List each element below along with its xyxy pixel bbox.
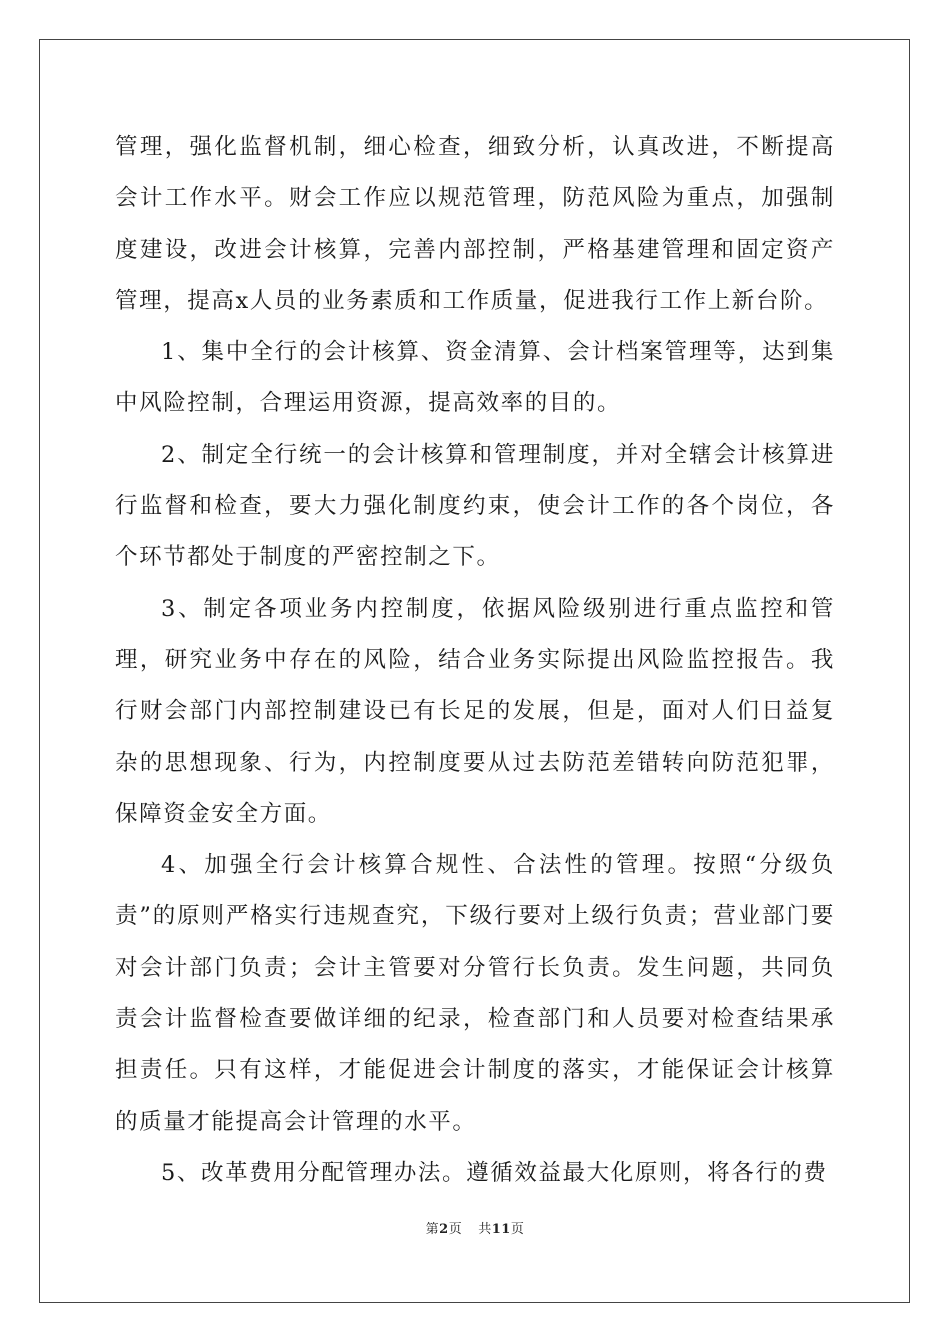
paragraph-item-2: 2、制定全行统一的会计核算和管理制度，并对全辖会计核算进行监督和检查，要大力强化制度约束，使会计工作的各个岗位，各个环节都处于制度的严密控制之下。 [115, 441, 835, 571]
paragraph-item-3: 3、制定各项业务内控制度，依据风险级别进行重点监控和管理，研究业务中存在的风险，结合业务实际提出风险监控报告。我行财会部门内部控制建设已有长足的发展，但是，面对人们日益复杂的思想现象、行为，内控制度要从过去防范差错转向防范犯罪，保障资金安全方面。 [115, 595, 835, 827]
document-body [115, 122, 835, 1199]
paragraph-item-5: 5、改革费用分配管理办法。遵循效益最大化原则，将各行的费 [161, 1159, 828, 1186]
paragraph-item-1: 1、集中全行的会计核算、资金清算、会计档案管理等，达到集中风险控制，合理运用资源，提高效率的目的。 [115, 339, 835, 417]
total-pages: 11 [491, 1222, 511, 1237]
page-number: 2 [439, 1222, 449, 1237]
paragraph-item-4: 4、加强全行会计核算合规性、合法性的管理。按照“分级负责”的原则严格实行违规查究，下级行要对上级行负责；营业部门要对会计部门负责；会计主管要对分管行长负责。发生问题，共同负责会计监督检查要做详细的纪录，检查部门和人员要对检查结果承担责任。只有这样，才能促进会计制度的落实，才能保证会计核算的质量才能提高会计管理的水平。 [115, 852, 835, 1135]
total-suffix: 页 [510, 1222, 525, 1237]
page-footer [0, 1218, 950, 1237]
paragraph-continuation: 管理，强化监督机制，细心检查，细致分析，认真改进，不断提高会计工作水平。财会工作应以规范管理，防范风险为重点，加强制度建设，改进会计核算，完善内部控制，严格基建管理和固定资产管理，提高x人员的业务素质和工作质量，促进我行工作上新台阶。 [115, 134, 835, 314]
page-prefix: 第 [425, 1222, 440, 1237]
page-suffix: 页 [448, 1222, 463, 1237]
total-prefix: 共 [478, 1222, 492, 1237]
